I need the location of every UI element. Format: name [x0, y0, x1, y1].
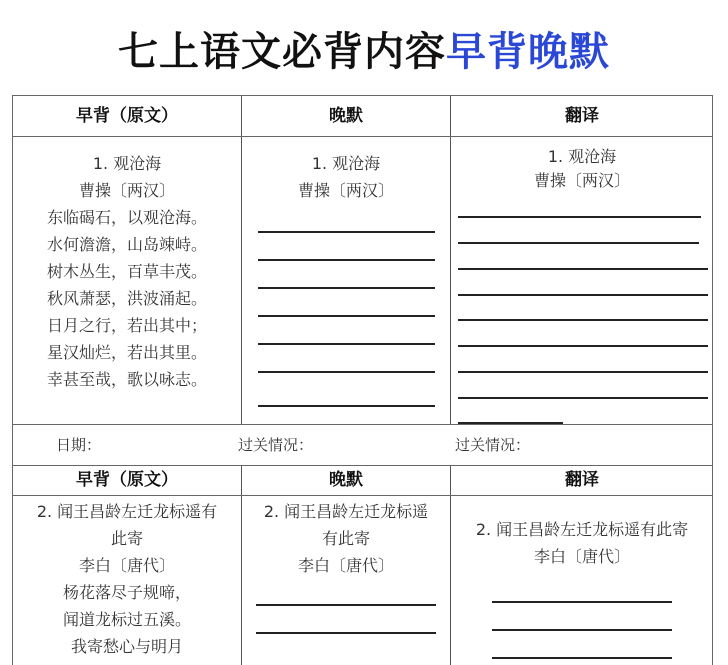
translation-blank-line[interactable]	[492, 657, 672, 659]
poem-line: 树木丛生，百草丰茂。	[46, 262, 207, 281]
translation-blank-line[interactable]	[492, 629, 672, 631]
translation-blank-line[interactable]	[458, 397, 708, 399]
section-1-translation	[451, 137, 713, 424]
translation-blank-line[interactable]	[458, 242, 699, 244]
translation-blank-line[interactable]	[458, 294, 708, 296]
title-main: 七上语文必背内容	[118, 28, 446, 75]
poem-line: 幸甚至哉，歌以咏志。	[46, 370, 207, 389]
section-1-dictation	[242, 137, 451, 424]
header-dictation: 晚默	[242, 466, 451, 495]
poem-title: 2. 闻王昌龄左迁龙标遥有	[36, 502, 218, 521]
header-original: 早背（原文）	[13, 96, 242, 136]
section-2-original	[13, 496, 242, 665]
poem-author: 李白〔唐代〕	[297, 556, 394, 575]
dictation-blank-line[interactable]	[258, 405, 435, 407]
poem-author: 李白〔唐代〕	[78, 556, 175, 575]
section-2-row	[12, 495, 713, 665]
date-label: 日期：	[56, 436, 102, 454]
pass-status-label: 过关情况：	[455, 436, 531, 454]
dictation-blank-line[interactable]	[258, 287, 435, 289]
poem-title: 2. 闻王昌龄左迁龙标遥	[263, 502, 429, 521]
header-row-1	[12, 95, 713, 136]
poem-title: 1. 观沧海	[92, 154, 162, 173]
poem-line: 秋风萧瑟，洪波涌起。	[46, 289, 207, 308]
section-2-dictation	[242, 496, 451, 665]
translation-blank-line[interactable]	[458, 345, 708, 347]
poem-title-cont: 此寄	[110, 529, 143, 548]
dictation-blank-line[interactable]	[256, 604, 436, 606]
poem-author: 曹操〔两汉〕	[533, 171, 630, 190]
dictation-blank-line[interactable]	[258, 259, 435, 261]
section-1-row	[12, 136, 713, 424]
translation-blank-line[interactable]	[458, 371, 708, 373]
header-dictation: 晚默	[242, 96, 451, 136]
date-status-row	[12, 424, 713, 465]
poem-title-cont: 有此寄	[321, 529, 370, 548]
poem-line: 东临碣石，以观沧海。	[46, 208, 207, 227]
poem-title: 1. 观沧海	[311, 154, 381, 173]
pass-status-label: 过关情况：	[238, 436, 314, 454]
dictation-blank-line[interactable]	[258, 231, 435, 233]
poem-title: 2. 闻王昌龄左迁龙标遥有此寄	[475, 520, 689, 539]
poem-line: 日月之行，若出其中；	[46, 316, 207, 335]
poem-line: 星汉灿烂，若出其里。	[46, 343, 207, 362]
poem-line: 杨花落尽子规啼，	[62, 583, 191, 602]
translation-blank-line[interactable]	[458, 268, 708, 270]
poem-title: 1. 观沧海	[547, 147, 617, 166]
dictation-blank-line[interactable]	[258, 315, 435, 317]
poem-line: 水何澹澹，山岛竦峙。	[46, 235, 207, 254]
header-translation: 翻译	[565, 470, 599, 490]
header-translation: 翻译	[565, 106, 599, 126]
page-title	[0, 22, 728, 82]
translation-blank-line[interactable]	[492, 601, 672, 603]
poem-line: 我寄愁心与明月	[70, 637, 183, 656]
title-highlight: 早背晚默	[446, 28, 610, 75]
dictation-blank-line[interactable]	[256, 632, 436, 634]
section-2-translation	[451, 496, 713, 665]
header-row-2	[12, 465, 713, 495]
section-1-original	[13, 137, 242, 424]
poem-author: 李白〔唐代〕	[533, 547, 630, 566]
translation-blank-line[interactable]	[458, 216, 701, 218]
poem-line: 闻道龙标过五溪。	[62, 610, 191, 629]
poem-author: 曹操〔两汉〕	[78, 181, 175, 200]
dictation-blank-line[interactable]	[258, 371, 435, 373]
dictation-blank-line[interactable]	[258, 343, 435, 345]
translation-blank-line[interactable]	[458, 319, 708, 321]
header-original: 早背（原文）	[13, 466, 242, 495]
poem-author: 曹操〔两汉〕	[297, 181, 394, 200]
